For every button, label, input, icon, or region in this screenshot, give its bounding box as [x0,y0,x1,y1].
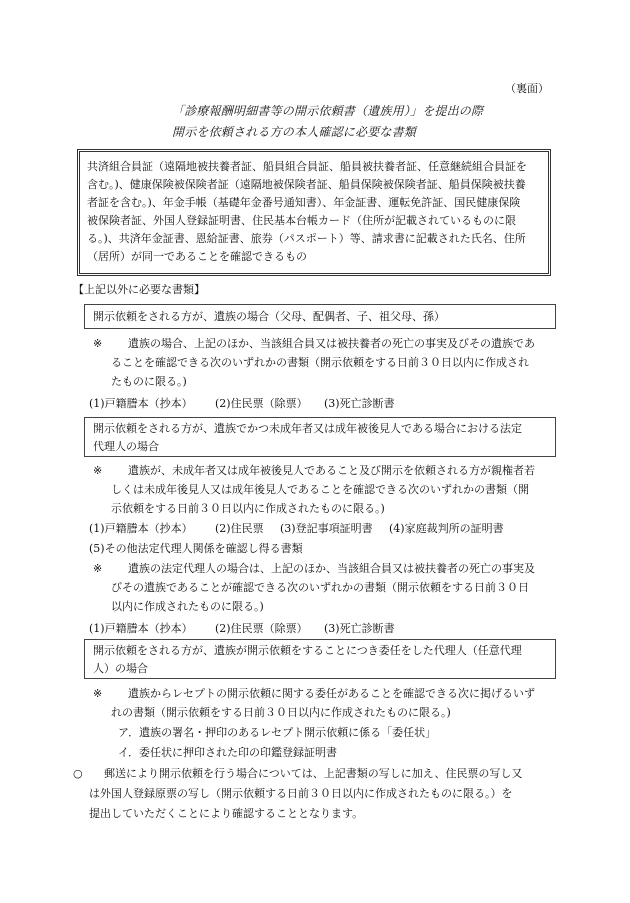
case2-doc2-2: (2)住民票（除票） [215,622,308,635]
side-label: （裏面） [505,82,549,95]
footer-line: は外国人登録原票の写し（開示依頼する日前３０日以内に作成されたものに限る。）を [89,787,513,800]
case3-box-line: 開示依頼をされる方が、遺族が開示依頼をすることにつき委任をした代理人（任意代理 [93,644,522,657]
case2-doc2-1: (1)戸籍謄本（抄本） [89,622,193,635]
main-box-line: （居所）が同一であることを確認できるもの [87,250,307,263]
case2-box-line: 開示依頼をされる方が、遺族でかつ未成年者又は成年被後見人である場合における法定 [93,422,522,435]
main-box-line: 者証を含む。)、年金手帳（基礎年金番号通知書）、年金証書、運転免許証、国民健康保険 [87,196,521,209]
case2-note2-mark: ※ [93,562,103,575]
main-box-line: 被保険者証、外国人登録証明書、住民基本台帳カード（住所が記載されているものに限 [87,214,516,227]
case2-note-line: 遺族が、未成年者又は成年被後見人であること及び開示を依頼される方が親権者若 [128,464,535,477]
case1-box: 開示依頼をされる方が、遺族の場合（父母、配偶者、子、祖父母、孫） [84,304,556,329]
case2-box [84,417,556,457]
case2-note-mark: ※ [93,464,103,477]
case1-doc-2: (2)住民票（除票） [215,397,308,410]
case3-note-line: れの書類（開示依頼をする日前３０日以内に作成されたものに限る。) [111,706,451,719]
case3-note-mark: ※ [93,687,103,700]
title-line-2: 開示を依頼される方の本人確認に必要な書類 [172,125,417,139]
main-box-line: 共済組合員証（遠隔地被扶養者証、船員組合員証、船員被扶養者証、任意継続組合員証を [87,160,527,173]
case2-doc-3: (3)登記事項証明書 [280,522,373,535]
case3-box-line: 人）の場合 [93,662,148,675]
case2-note2-line: びその遺族であることが確認できる次のいずれかの書類（開示依頼をする日前３０日 [111,581,529,594]
case1-doc-1: (1)戸籍謄本（抄本） [89,397,193,410]
case3-item-b: イ．委任状に押印された印の印鑑登録証明書 [118,746,338,759]
main-box-line: 含む。)、健康保険被保険者証（遠隔地被保険者証、船員保険被保険者証、船員保険被扶養 [87,178,526,191]
case2-note-line: しくは未成年後見人又は成年後見人であることを確認できる次のいずれかの書類（開 [111,483,529,496]
case2-doc-2: (2)住民票 [215,522,264,535]
main-box-line: る。)、共済年金証書、恩給証書、旅券（パスポート）等、請求書に記載された氏名、住所 [87,232,526,245]
case2-doc-1: (1)戸籍謄本（抄本） [89,522,193,535]
case2-doc2-3: (3)死亡診断書 [324,622,395,635]
case2-note2-line: 遺族の法定代理人の場合は、上記のほか、当該組合員又は被扶養者の死亡の事実及 [128,562,535,575]
case2-note-line: 示依頼をする日前３０日以内に作成されたものに限る。) [111,502,385,515]
case1-note-line: たものに限る。) [111,375,187,388]
case1-note-line: ることを確認できる次のいずれかの書類（開示依頼をする日前３０日以内に作成され [111,356,529,369]
case1-doc-3: (3)死亡診断書 [324,397,395,410]
main-id-documents-box [77,149,551,276]
section-head: 【上記以外に必要な書類】 [73,283,205,296]
case3-note-line: 遺族からレセプトの開示依頼に関する委任があることを確認できる次に掲げるいず [128,687,535,700]
case2-doc-4: (4)家庭裁判所の証明書 [389,522,504,535]
case2-box-line: 代理人の場合 [93,440,159,453]
case1-note-mark: ※ [93,337,103,350]
footer-line: 提出していただくことにより確認することとなります。 [89,807,364,820]
case1-note-line: 遺族の場合、上記のほか、当該組合員又は被扶養者の死亡の事実及びその遺族であ [128,337,535,350]
title-line-1: 「診療報酬明細書等の開示依頼書（遺族用）」を提出の際 [172,104,484,118]
footer-line: 郵送により開示依頼を行う場合については、上記書類の写しに加え、住民票の写し又 [104,767,523,780]
case2-note2-line: 以内に作成されたものに限る。) [111,600,264,613]
case2-doc-5: (5)その他法定代理人関係を確認し得る書類 [89,542,303,555]
case3-item-a: ア．遺族の署名・押印のあるレセプト開示依頼に係る「委任状」 [118,726,437,739]
footer-mark: ○ [73,767,83,780]
case3-box [84,639,556,679]
